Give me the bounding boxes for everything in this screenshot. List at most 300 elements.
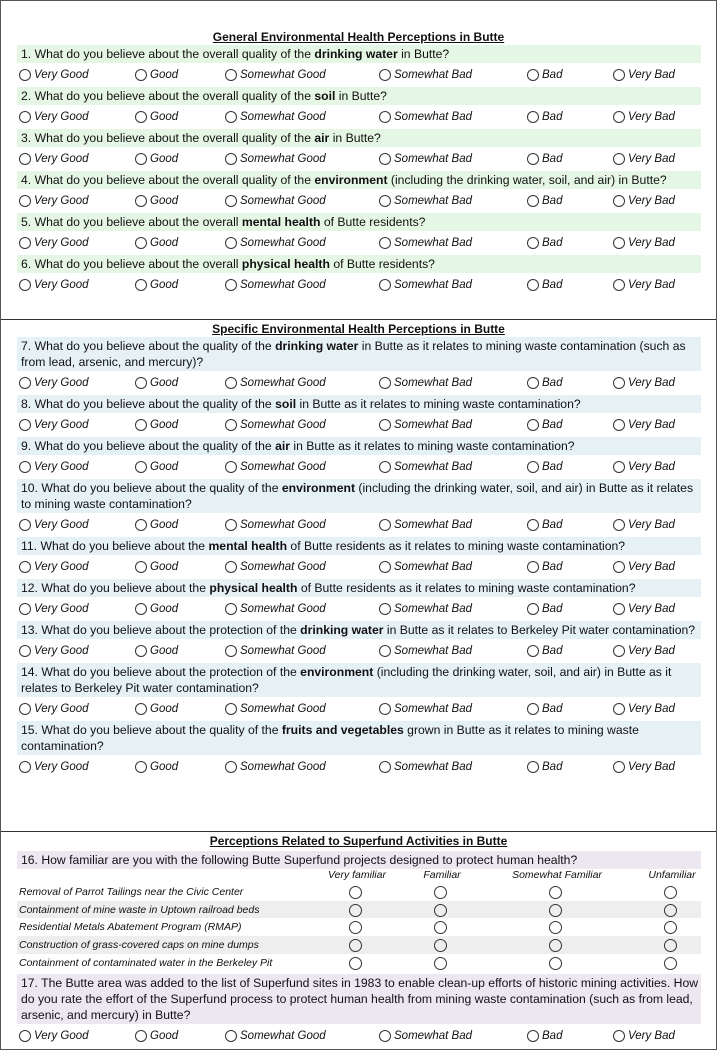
radio-button[interactable] bbox=[349, 957, 362, 970]
option-somewhat-bad[interactable] bbox=[379, 461, 527, 473]
option-good[interactable] bbox=[135, 195, 225, 207]
radio-button[interactable] bbox=[19, 519, 31, 531]
option-somewhat-good[interactable] bbox=[225, 111, 379, 123]
option-very-good[interactable] bbox=[19, 419, 135, 431]
option-somewhat-bad[interactable] bbox=[379, 111, 527, 123]
question-text: What do you believe about the protection of the bbox=[41, 665, 301, 679]
radio-button[interactable] bbox=[527, 195, 539, 207]
radio-button[interactable] bbox=[19, 195, 31, 207]
radio-button[interactable] bbox=[434, 886, 447, 899]
option-label: Good bbox=[150, 561, 179, 573]
radio-button[interactable] bbox=[135, 761, 147, 773]
radio-button[interactable] bbox=[379, 519, 391, 531]
option-very-bad[interactable] bbox=[613, 237, 703, 249]
radio-button[interactable] bbox=[349, 939, 362, 952]
option-somewhat-bad[interactable] bbox=[379, 153, 527, 165]
option-somewhat-good[interactable] bbox=[225, 153, 379, 165]
radio-button[interactable] bbox=[527, 279, 539, 291]
radio-button[interactable] bbox=[19, 279, 31, 291]
radio-button[interactable] bbox=[664, 939, 677, 952]
radio-button[interactable] bbox=[135, 195, 147, 207]
option-label: Very Good bbox=[34, 195, 89, 207]
option-very-bad[interactable] bbox=[613, 69, 703, 81]
question-15 bbox=[17, 721, 701, 755]
radio-button[interactable] bbox=[434, 921, 447, 934]
option-very-bad[interactable] bbox=[613, 761, 703, 773]
option-somewhat-bad[interactable] bbox=[379, 645, 527, 657]
option-bad[interactable] bbox=[527, 645, 613, 657]
option-bad[interactable] bbox=[527, 195, 613, 207]
radio-button[interactable] bbox=[379, 419, 391, 431]
radio-button[interactable] bbox=[225, 761, 237, 773]
radio-button[interactable] bbox=[613, 237, 625, 249]
option-good[interactable] bbox=[135, 69, 225, 81]
answer-options bbox=[19, 189, 716, 213]
radio-button[interactable] bbox=[613, 1030, 625, 1042]
familiarity-option: Unfamiliar bbox=[648, 869, 696, 881]
question-keyword: drinking water bbox=[314, 47, 398, 61]
question-5 bbox=[17, 213, 701, 231]
radio-button[interactable] bbox=[434, 904, 447, 917]
option-label: Somewhat Bad bbox=[394, 1030, 472, 1043]
option-somewhat-bad[interactable] bbox=[379, 419, 527, 431]
radio-button[interactable] bbox=[527, 461, 539, 473]
option-very-bad[interactable] bbox=[613, 603, 703, 615]
option-very-bad[interactable] bbox=[613, 703, 703, 715]
option-very-good[interactable] bbox=[19, 377, 135, 389]
question-number: 1. bbox=[21, 47, 32, 61]
option-somewhat-good[interactable] bbox=[225, 279, 379, 291]
question-keyword: fruits and vegetables bbox=[281, 723, 404, 737]
option-somewhat-good[interactable] bbox=[225, 237, 379, 249]
option-bad[interactable] bbox=[527, 761, 613, 773]
option-label: Very Bad bbox=[628, 377, 675, 389]
option-very-good[interactable] bbox=[19, 461, 135, 473]
option-label: Somewhat Bad bbox=[394, 69, 472, 81]
project-label: Containment of mine waste in Uptown railroad beds bbox=[19, 903, 260, 916]
question-number: 6. bbox=[21, 257, 32, 271]
option-label: Somewhat Good bbox=[240, 153, 326, 165]
radio-button[interactable] bbox=[225, 461, 237, 473]
option-good[interactable] bbox=[135, 703, 225, 715]
radio-button[interactable] bbox=[19, 419, 31, 431]
answer-options bbox=[19, 105, 716, 129]
radio-button[interactable] bbox=[527, 377, 539, 389]
project-row bbox=[17, 901, 701, 919]
question-text: What do you believe about the overall quality of the bbox=[34, 89, 315, 103]
radio-button[interactable] bbox=[225, 279, 237, 291]
option-somewhat-bad[interactable] bbox=[379, 69, 527, 81]
option-very-bad[interactable] bbox=[613, 419, 703, 431]
radio-button[interactable] bbox=[379, 69, 391, 81]
familiarity-option: Familiar bbox=[423, 869, 461, 881]
option-label: Very Bad bbox=[628, 111, 675, 123]
radio-button[interactable] bbox=[135, 703, 147, 715]
option-very-bad[interactable] bbox=[613, 461, 703, 473]
option-somewhat-bad[interactable] bbox=[379, 1030, 527, 1042]
radio-button[interactable] bbox=[135, 237, 147, 249]
radio-button[interactable] bbox=[527, 603, 539, 615]
option-somewhat-bad[interactable] bbox=[379, 519, 527, 531]
radio-button[interactable] bbox=[135, 603, 147, 615]
option-label: Very Bad bbox=[628, 703, 675, 715]
radio-button[interactable] bbox=[434, 939, 447, 952]
option-very-bad[interactable] bbox=[613, 279, 703, 291]
question-keyword: physical health bbox=[241, 257, 330, 271]
option-very-good[interactable] bbox=[19, 237, 135, 249]
option-label: Very Good bbox=[34, 1030, 89, 1043]
radio-button[interactable] bbox=[613, 645, 625, 657]
question-keyword: mental health bbox=[208, 539, 288, 553]
option-label: Good bbox=[150, 195, 179, 207]
option-label: Somewhat Bad bbox=[394, 377, 472, 389]
radio-button[interactable] bbox=[225, 561, 237, 573]
radio-button[interactable] bbox=[549, 904, 562, 917]
question-keyword: air bbox=[314, 131, 330, 145]
question-text: of Butte residents? bbox=[320, 215, 426, 229]
radio-button[interactable] bbox=[613, 603, 625, 615]
radio-button[interactable] bbox=[19, 377, 31, 389]
radio-button[interactable] bbox=[664, 957, 677, 970]
answer-options bbox=[19, 697, 716, 721]
radio-button[interactable] bbox=[379, 561, 391, 573]
radio-button[interactable] bbox=[19, 111, 31, 123]
radio-button[interactable] bbox=[549, 886, 562, 899]
radio-button[interactable] bbox=[527, 761, 539, 773]
radio-button[interactable] bbox=[613, 377, 625, 389]
option-bad[interactable] bbox=[527, 603, 613, 615]
radio-button[interactable] bbox=[379, 603, 391, 615]
question-number: 3. bbox=[21, 131, 32, 145]
radio-button[interactable] bbox=[434, 957, 447, 970]
question-text: in Butte as it relates to mining waste contamination (such as from lead, arsenic, and mercury)? bbox=[21, 339, 686, 369]
radio-button[interactable] bbox=[135, 645, 147, 657]
option-somewhat-bad[interactable] bbox=[379, 703, 527, 715]
radio-button[interactable] bbox=[549, 921, 562, 934]
radio-button[interactable] bbox=[379, 195, 391, 207]
option-label: Good bbox=[150, 519, 179, 531]
section-superfund bbox=[1, 833, 716, 1048]
option-somewhat-good[interactable] bbox=[225, 519, 379, 531]
radio-button[interactable] bbox=[349, 904, 362, 917]
question-text: What do you believe about the bbox=[40, 539, 209, 553]
option-bad[interactable] bbox=[527, 153, 613, 165]
option-good[interactable] bbox=[135, 1030, 225, 1042]
option-somewhat-good[interactable] bbox=[225, 69, 379, 81]
option-very-good[interactable] bbox=[19, 703, 135, 715]
option-label: Somewhat Bad bbox=[394, 153, 472, 165]
option-somewhat-good[interactable] bbox=[225, 645, 379, 657]
answer-options bbox=[19, 755, 716, 779]
option-somewhat-bad[interactable] bbox=[379, 237, 527, 249]
option-label: Bad bbox=[542, 377, 563, 389]
option-label: Somewhat Bad bbox=[394, 519, 472, 531]
option-label: Very Bad bbox=[628, 195, 675, 207]
question-10 bbox=[17, 479, 701, 513]
option-label: Somewhat Bad bbox=[394, 561, 472, 573]
radio-button[interactable] bbox=[527, 153, 539, 165]
question-text: of Butte residents as it relates to mining waste contamination? bbox=[297, 581, 636, 595]
radio-button[interactable] bbox=[527, 1030, 539, 1042]
radio-button[interactable] bbox=[135, 153, 147, 165]
option-somewhat-good[interactable] bbox=[225, 561, 379, 573]
question-text: of Butte residents? bbox=[329, 257, 435, 271]
option-label: Somewhat Good bbox=[240, 279, 326, 291]
radio-button[interactable] bbox=[225, 377, 237, 389]
question-text: What do you believe about the quality of the bbox=[34, 439, 276, 453]
radio-button[interactable] bbox=[135, 279, 147, 291]
radio-button[interactable] bbox=[613, 519, 625, 531]
option-good[interactable] bbox=[135, 645, 225, 657]
option-somewhat-good[interactable] bbox=[225, 461, 379, 473]
option-bad[interactable] bbox=[527, 561, 613, 573]
question-text: What do you believe about the overall bbox=[34, 257, 242, 271]
option-label: Good bbox=[150, 111, 179, 123]
answer-options bbox=[19, 639, 716, 663]
option-label: Very Bad bbox=[628, 603, 675, 615]
option-very-good[interactable] bbox=[19, 153, 135, 165]
radio-button[interactable] bbox=[225, 519, 237, 531]
radio-button[interactable] bbox=[225, 645, 237, 657]
option-bad[interactable] bbox=[527, 377, 613, 389]
option-bad[interactable] bbox=[527, 519, 613, 531]
option-bad[interactable] bbox=[527, 419, 613, 431]
radio-button[interactable] bbox=[19, 153, 31, 165]
question-text: (including the drinking water, soil, and air) in Butte as it relates to mining waste contamination? bbox=[21, 481, 694, 511]
option-somewhat-bad[interactable] bbox=[379, 195, 527, 207]
option-label: Somewhat Bad bbox=[394, 703, 472, 715]
radio-button[interactable] bbox=[379, 761, 391, 773]
question-text: in Butte as it relates to Berkeley Pit water contamination? bbox=[383, 623, 696, 637]
option-somewhat-good[interactable] bbox=[225, 603, 379, 615]
option-bad[interactable] bbox=[527, 1030, 613, 1042]
option-label: Somewhat Bad bbox=[394, 761, 472, 773]
radio-button[interactable] bbox=[135, 561, 147, 573]
option-somewhat-good[interactable] bbox=[225, 761, 379, 773]
radio-button[interactable] bbox=[225, 195, 237, 207]
radio-button[interactable] bbox=[135, 69, 147, 81]
radio-button[interactable] bbox=[135, 519, 147, 531]
radio-button[interactable] bbox=[135, 419, 147, 431]
option-very-good[interactable] bbox=[19, 761, 135, 773]
radio-button[interactable] bbox=[349, 886, 362, 899]
option-somewhat-good[interactable] bbox=[225, 1030, 379, 1042]
answer-options bbox=[19, 513, 716, 537]
radio-button[interactable] bbox=[527, 703, 539, 715]
option-good[interactable] bbox=[135, 111, 225, 123]
option-good[interactable] bbox=[135, 761, 225, 773]
option-label: Bad bbox=[542, 69, 563, 81]
question-17 bbox=[17, 974, 701, 1024]
option-label: Very Bad bbox=[628, 461, 675, 473]
option-bad[interactable] bbox=[527, 237, 613, 249]
option-label: Very Good bbox=[34, 237, 89, 249]
radio-button[interactable] bbox=[527, 237, 539, 249]
option-good[interactable] bbox=[135, 153, 225, 165]
question-number: 5. bbox=[21, 215, 32, 229]
option-label: Very Good bbox=[34, 703, 89, 715]
question-2 bbox=[17, 87, 701, 105]
radio-button[interactable] bbox=[135, 111, 147, 123]
option-somewhat-bad[interactable] bbox=[379, 377, 527, 389]
option-label: Bad bbox=[542, 111, 563, 123]
option-good[interactable] bbox=[135, 561, 225, 573]
option-good[interactable] bbox=[135, 279, 225, 291]
radio-button[interactable] bbox=[135, 1030, 147, 1042]
radio-button[interactable] bbox=[549, 957, 562, 970]
option-label: Somewhat Good bbox=[240, 603, 326, 615]
question-keyword: environment bbox=[300, 665, 374, 679]
option-somewhat-bad[interactable] bbox=[379, 761, 527, 773]
radio-button[interactable] bbox=[664, 886, 677, 899]
option-label: Somewhat Good bbox=[240, 237, 326, 249]
radio-button[interactable] bbox=[225, 1030, 237, 1042]
question-text: What do you believe about the overall bbox=[34, 215, 242, 229]
radio-button[interactable] bbox=[379, 153, 391, 165]
option-somewhat-good[interactable] bbox=[225, 195, 379, 207]
option-very-bad[interactable] bbox=[613, 561, 703, 573]
radio-button[interactable] bbox=[527, 519, 539, 531]
option-very-good[interactable] bbox=[19, 519, 135, 531]
radio-button[interactable] bbox=[613, 561, 625, 573]
radio-button[interactable] bbox=[613, 419, 625, 431]
option-very-bad[interactable] bbox=[613, 195, 703, 207]
option-very-good[interactable] bbox=[19, 279, 135, 291]
radio-button[interactable] bbox=[379, 377, 391, 389]
option-bad[interactable] bbox=[527, 69, 613, 81]
radio-button[interactable] bbox=[19, 645, 31, 657]
option-bad[interactable] bbox=[527, 461, 613, 473]
question-number: 15. bbox=[21, 723, 38, 737]
option-label: Somewhat Good bbox=[240, 761, 326, 773]
option-very-bad[interactable] bbox=[613, 377, 703, 389]
radio-button[interactable] bbox=[379, 461, 391, 473]
option-bad[interactable] bbox=[527, 111, 613, 123]
radio-button[interactable] bbox=[225, 237, 237, 249]
radio-button[interactable] bbox=[379, 279, 391, 291]
radio-button[interactable] bbox=[225, 111, 237, 123]
question-14 bbox=[17, 663, 701, 697]
question-text: in Butte? bbox=[397, 47, 450, 61]
radio-button[interactable] bbox=[379, 237, 391, 249]
radio-button[interactable] bbox=[135, 461, 147, 473]
radio-button[interactable] bbox=[225, 703, 237, 715]
radio-button[interactable] bbox=[664, 904, 677, 917]
option-label: Somewhat Good bbox=[240, 561, 326, 573]
option-good[interactable] bbox=[135, 377, 225, 389]
question-number: 2. bbox=[21, 89, 32, 103]
option-good[interactable] bbox=[135, 237, 225, 249]
radio-button[interactable] bbox=[225, 603, 237, 615]
option-very-bad[interactable] bbox=[613, 645, 703, 657]
radio-button[interactable] bbox=[225, 153, 237, 165]
option-label: Somewhat Good bbox=[240, 1030, 326, 1043]
radio-button[interactable] bbox=[613, 69, 625, 81]
radio-button[interactable] bbox=[19, 703, 31, 715]
option-label: Very Good bbox=[34, 461, 89, 473]
radio-button[interactable] bbox=[379, 1030, 391, 1042]
radio-button[interactable] bbox=[527, 111, 539, 123]
option-label: Good bbox=[150, 237, 179, 249]
option-somewhat-good[interactable] bbox=[225, 703, 379, 715]
radio-button[interactable] bbox=[349, 921, 362, 934]
option-somewhat-bad[interactable] bbox=[379, 279, 527, 291]
radio-button[interactable] bbox=[613, 461, 625, 473]
radio-button[interactable] bbox=[19, 561, 31, 573]
answer-options bbox=[19, 597, 716, 621]
radio-button[interactable] bbox=[379, 703, 391, 715]
option-bad[interactable] bbox=[527, 703, 613, 715]
option-very-good[interactable] bbox=[19, 645, 135, 657]
radio-button[interactable] bbox=[19, 603, 31, 615]
option-very-bad[interactable] bbox=[613, 1030, 703, 1042]
option-very-good[interactable] bbox=[19, 561, 135, 573]
radio-button[interactable] bbox=[19, 1030, 31, 1042]
option-label: Very Bad bbox=[628, 645, 675, 657]
option-good[interactable] bbox=[135, 519, 225, 531]
option-somewhat-bad[interactable] bbox=[379, 561, 527, 573]
option-very-bad[interactable] bbox=[613, 153, 703, 165]
radio-button[interactable] bbox=[527, 419, 539, 431]
option-good[interactable] bbox=[135, 419, 225, 431]
radio-button[interactable] bbox=[613, 761, 625, 773]
radio-button[interactable] bbox=[527, 69, 539, 81]
option-very-good[interactable] bbox=[19, 603, 135, 615]
radio-button[interactable] bbox=[135, 377, 147, 389]
option-label: Bad bbox=[542, 419, 563, 431]
radio-button[interactable] bbox=[549, 939, 562, 952]
project-row bbox=[17, 918, 701, 936]
radio-button[interactable] bbox=[527, 561, 539, 573]
option-very-bad[interactable] bbox=[613, 519, 703, 531]
option-somewhat-bad[interactable] bbox=[379, 603, 527, 615]
option-somewhat-good[interactable] bbox=[225, 419, 379, 431]
radio-button[interactable] bbox=[664, 921, 677, 934]
option-very-good[interactable] bbox=[19, 1030, 135, 1042]
option-label: Bad bbox=[542, 1030, 563, 1043]
radio-button[interactable] bbox=[613, 703, 625, 715]
option-very-good[interactable] bbox=[19, 195, 135, 207]
option-label: Somewhat Good bbox=[240, 377, 326, 389]
radio-button[interactable] bbox=[379, 645, 391, 657]
option-somewhat-good[interactable] bbox=[225, 377, 379, 389]
radio-button[interactable] bbox=[613, 153, 625, 165]
project-label: Containment of contaminated water in the Berkeley Pit bbox=[19, 956, 273, 969]
option-label: Bad bbox=[542, 461, 563, 473]
radio-button[interactable] bbox=[19, 461, 31, 473]
question-text: What do you believe about the overall quality of the bbox=[34, 131, 315, 145]
radio-button[interactable] bbox=[225, 69, 237, 81]
radio-button[interactable] bbox=[527, 645, 539, 657]
option-very-bad[interactable] bbox=[613, 111, 703, 123]
radio-button[interactable] bbox=[613, 195, 625, 207]
radio-button[interactable] bbox=[19, 761, 31, 773]
option-good[interactable] bbox=[135, 461, 225, 473]
question-text: What do you believe about the quality of the bbox=[41, 481, 282, 495]
radio-button[interactable] bbox=[613, 111, 625, 123]
radio-button[interactable] bbox=[379, 111, 391, 123]
radio-button[interactable] bbox=[225, 419, 237, 431]
radio-button[interactable] bbox=[19, 237, 31, 249]
radio-button[interactable] bbox=[613, 279, 625, 291]
option-very-good[interactable] bbox=[19, 111, 135, 123]
option-bad[interactable] bbox=[527, 279, 613, 291]
radio-button[interactable] bbox=[19, 69, 31, 81]
option-good[interactable] bbox=[135, 603, 225, 615]
section-general bbox=[1, 29, 716, 297]
question-keyword: soil bbox=[275, 397, 297, 411]
option-very-good[interactable] bbox=[19, 69, 135, 81]
